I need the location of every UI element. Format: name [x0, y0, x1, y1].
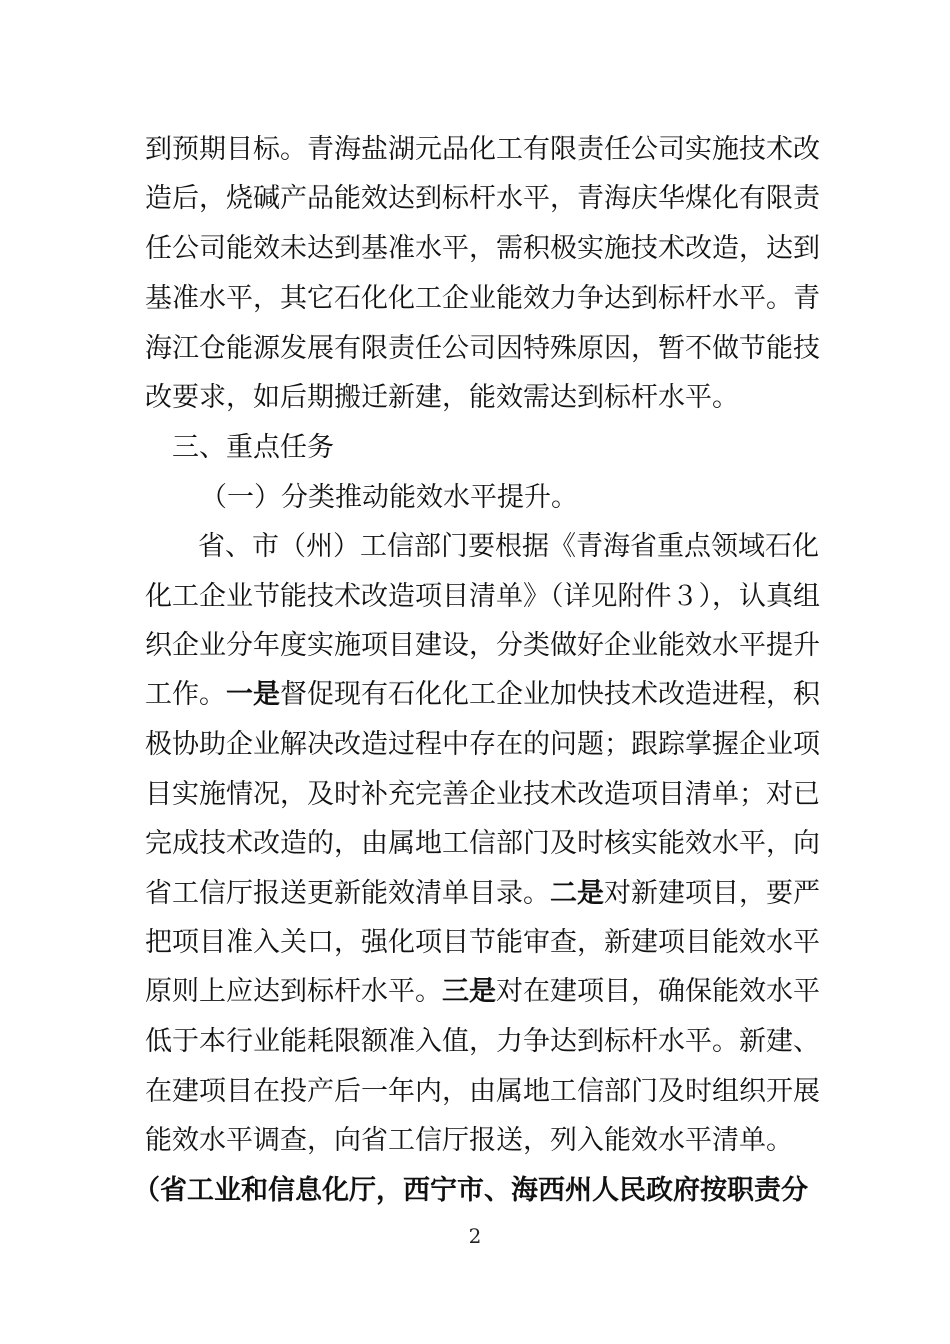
text-line [145, 331, 820, 367]
text-line [145, 727, 820, 763]
text-line [145, 777, 820, 813]
text-line [145, 925, 820, 961]
text-run: 省、市（州）工信部门要根据《青海省重点领域石化 [198, 531, 819, 562]
text-line [145, 1123, 793, 1159]
text-run: 化工企业节能技术改造项目清单》（详见附件３），认真组 [145, 581, 820, 612]
text-run: 低于本行业能耗限额准入值，力争达到标杆水平。新建、 [145, 1026, 820, 1057]
text-run: 对在建项目，确保能效水平 [496, 976, 820, 1007]
text-line [198, 529, 819, 565]
text-run: 工作。 [145, 679, 226, 710]
text-run: 海江仓能源发展有限责任公司因特殊原因，暂不做节能技 [145, 333, 820, 364]
text-run: 织企业分年度实施项目建设，分类做好企业能效水平提升 [145, 630, 820, 661]
text-run: 改要求，如后期搬迁新建，能效需达到标杆水平。 [145, 382, 739, 413]
text-run: 完成技术改造的，由属地工信部门及时核实能效水平，向 [145, 828, 820, 859]
text-run: 极协助企业解决改造过程中存在的问题；跟踪掌握企业项 [145, 729, 820, 760]
bold-text-run: 一是 [226, 679, 280, 710]
section-heading [172, 430, 334, 466]
text-run: 基准水平，其它石化化工企业能效力争达到标杆水平。青 [145, 283, 820, 314]
text-line [145, 579, 820, 615]
text-run: 任公司能效未达到基准水平，需积极实施技术改造，达到 [145, 233, 820, 264]
text-line [145, 826, 820, 862]
bold-text-run: 二是 [550, 878, 604, 909]
text-run: 目实施情况，及时补充完善企业技术改造项目清单；对已 [145, 779, 820, 810]
text-line [145, 1024, 820, 1060]
text-run: 把项目准入关口，强化项目节能审查，新建项目能效水平 [145, 927, 820, 958]
subsection-heading [200, 480, 578, 516]
text-line [145, 132, 820, 168]
text-line [133, 1173, 808, 1209]
text-line [145, 677, 820, 713]
text-line [145, 628, 820, 664]
text-line [145, 876, 820, 912]
text-run: 督促现有石化化工企业加快技术改造进程，积 [280, 679, 820, 710]
text-line [145, 1074, 820, 1110]
text-run: 到预期目标。青海盐湖元品化工有限责任公司实施技术改 [145, 134, 820, 165]
text-run: 能效水平调查，向省工信厅报送，列入能效水平清单。 [145, 1125, 793, 1156]
text-line [145, 974, 820, 1010]
text-line [145, 181, 820, 217]
text-run: 三、重点任务 [172, 432, 334, 463]
text-run: 在建项目在投产后一年内，由属地工信部门及时组织开展 [145, 1076, 820, 1107]
text-run: 对新建项目，要严 [604, 878, 820, 909]
page-number: 2 [468, 1224, 482, 1248]
text-line [145, 231, 820, 267]
text-run: （一）分类推动能效水平提升。 [200, 482, 578, 513]
text-run: 省工信厅报送更新能效清单目录。 [145, 878, 550, 909]
text-run: 造后，烧碱产品能效达到标杆水平，青海庆华煤化有限责 [145, 183, 820, 214]
text-line [145, 380, 739, 416]
bold-text-run: （省工业和信息化厅，西宁市、海西州人民政府按职责分 [133, 1175, 808, 1206]
text-line [145, 281, 820, 317]
text-run: 原则上应达到标杆水平。 [145, 976, 442, 1007]
bold-text-run: 三是 [442, 976, 496, 1007]
